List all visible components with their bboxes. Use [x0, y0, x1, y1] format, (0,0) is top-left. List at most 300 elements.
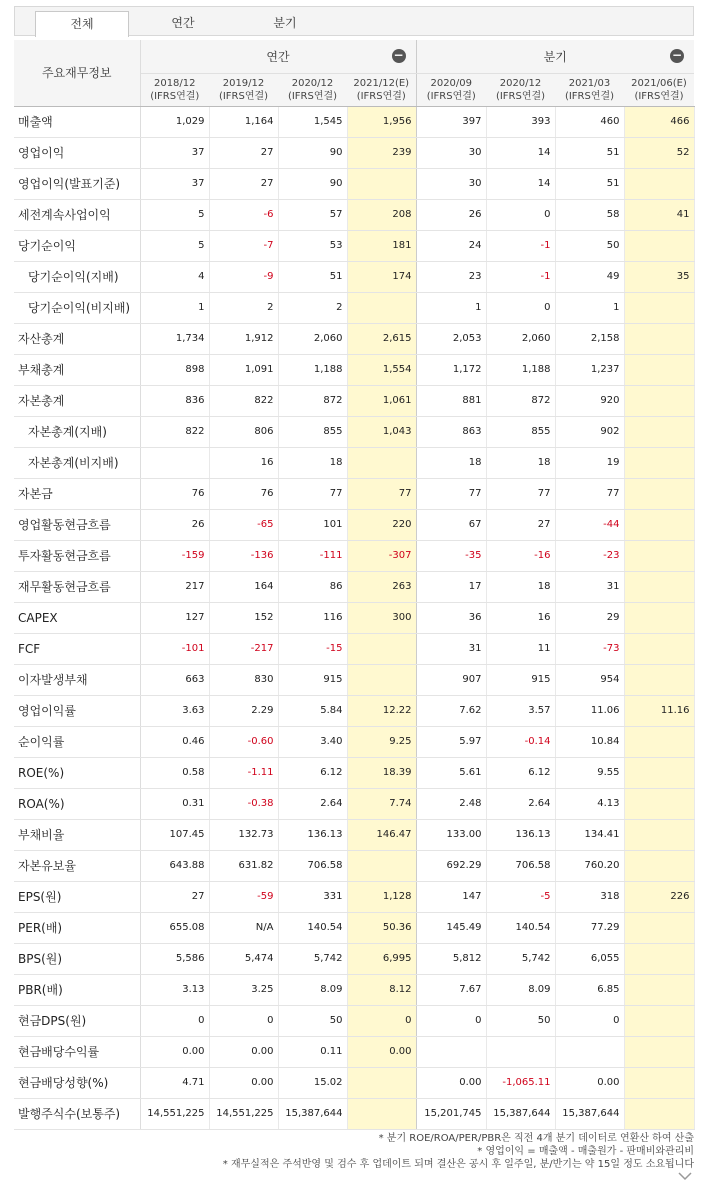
table-cell: 0 — [140, 1005, 209, 1036]
table-cell: 147 — [416, 881, 486, 912]
table-cell: 2.29 — [209, 695, 278, 726]
table-cell — [347, 447, 416, 478]
table-cell: -0.60 — [209, 726, 278, 757]
table-cell: 6.85 — [555, 974, 624, 1005]
table-row — [14, 850, 694, 881]
table-cell: 101 — [278, 509, 347, 540]
footnotes — [223, 1132, 694, 1171]
table-cell: 12.22 — [347, 695, 416, 726]
tab-quarterly[interactable]: 분기 — [273, 16, 297, 30]
table-cell: 220 — [347, 509, 416, 540]
table-cell: 14,551,225 — [209, 1098, 278, 1129]
row-label: PER(배) — [14, 912, 140, 943]
table-cell: 49 — [555, 261, 624, 292]
table-cell: 51 — [555, 168, 624, 199]
table-cell — [624, 974, 694, 1005]
table-cell: N/A — [209, 912, 278, 943]
table-cell — [624, 478, 694, 509]
table-cell: 145.49 — [416, 912, 486, 943]
table-cell: -0.38 — [209, 788, 278, 819]
table-cell: 6,055 — [555, 943, 624, 974]
table-cell: 90 — [278, 168, 347, 199]
table-cell: 1 — [555, 292, 624, 323]
table-cell: 14 — [486, 137, 555, 168]
table-cell: -23 — [555, 540, 624, 571]
table-row — [14, 633, 694, 664]
table-cell: 31 — [416, 633, 486, 664]
table-cell: -217 — [209, 633, 278, 664]
table-cell: -73 — [555, 633, 624, 664]
period-header: 2020/12 (IFRS연결) — [278, 73, 347, 106]
table-cell: 51 — [278, 261, 347, 292]
table-cell: 16 — [486, 602, 555, 633]
table-cell: 4 — [140, 261, 209, 292]
annual-collapse-icon[interactable]: − — [393, 48, 404, 63]
footnote: * 영업이익 = 매출액 - 매출원가 - 판매비와관리비 — [477, 1146, 694, 1157]
table-cell: 1,029 — [140, 106, 209, 137]
table-cell: 5,812 — [416, 943, 486, 974]
table-cell: 806 — [209, 416, 278, 447]
table-cell: 822 — [209, 385, 278, 416]
table-cell: 0 — [555, 1005, 624, 1036]
table-row — [14, 478, 694, 509]
table-cell: 760.20 — [555, 850, 624, 881]
table-cell: 76 — [140, 478, 209, 509]
table-cell — [624, 292, 694, 323]
tab-all[interactable]: 전체 — [35, 11, 129, 37]
table-cell: 1,061 — [347, 385, 416, 416]
table-cell — [416, 1036, 486, 1067]
row-label: 자본총계(지배) — [14, 416, 140, 447]
footnote: * 분기 ROE/ROA/PER/PBR은 직전 4개 분기 데이터로 연환산 하여 산출 — [378, 1133, 694, 1144]
table-row — [14, 292, 694, 323]
table-cell: 907 — [416, 664, 486, 695]
table-cell: 663 — [140, 664, 209, 695]
table-cell: 822 — [140, 416, 209, 447]
table-row — [14, 1098, 694, 1129]
table-cell: 872 — [278, 385, 347, 416]
table-row — [14, 106, 694, 137]
table-cell: 0.46 — [140, 726, 209, 757]
table-cell: -65 — [209, 509, 278, 540]
table-cell: -5 — [486, 881, 555, 912]
table-cell — [624, 416, 694, 447]
table-row — [14, 199, 694, 230]
period-header: 2021/06(E) (IFRS연결) — [624, 73, 694, 106]
tab-annual[interactable]: 연간 — [171, 16, 195, 30]
table-cell: 35 — [624, 261, 694, 292]
header-group-row — [14, 40, 694, 73]
table-cell: 15,387,644 — [278, 1098, 347, 1129]
table-cell: 41 — [624, 199, 694, 230]
table-cell — [624, 788, 694, 819]
annual-group-label: 연간 — [266, 49, 290, 64]
chevron-down-icon[interactable] — [678, 1172, 692, 1181]
table-cell — [624, 509, 694, 540]
table-cell: -9 — [209, 261, 278, 292]
table-cell: 855 — [486, 416, 555, 447]
row-label: 자본유보율 — [14, 850, 140, 881]
row-label: 당기순이익(비지배) — [14, 292, 140, 323]
table-cell: 3.63 — [140, 695, 209, 726]
table-cell — [555, 1036, 624, 1067]
table-cell: 655.08 — [140, 912, 209, 943]
period-header: 2020/09 (IFRS연결) — [416, 73, 486, 106]
table-cell — [624, 323, 694, 354]
table-cell: 27 — [140, 881, 209, 912]
table-cell: 631.82 — [209, 850, 278, 881]
table-cell — [486, 1036, 555, 1067]
table-cell: 2,615 — [347, 323, 416, 354]
table-cell — [347, 664, 416, 695]
table-cell: 5,742 — [278, 943, 347, 974]
table-cell: 14,551,225 — [140, 1098, 209, 1129]
table-cell: 127 — [140, 602, 209, 633]
table-cell: 0 — [347, 1005, 416, 1036]
table-cell: 3.40 — [278, 726, 347, 757]
table-row — [14, 819, 694, 850]
row-label: 현금배당수익률 — [14, 1036, 140, 1067]
table-cell: 7.62 — [416, 695, 486, 726]
table-cell: 26 — [140, 509, 209, 540]
table-cell: 0.00 — [416, 1067, 486, 1098]
table-cell: 1,734 — [140, 323, 209, 354]
table-cell — [624, 571, 694, 602]
table-cell: 239 — [347, 137, 416, 168]
table-cell: 915 — [486, 664, 555, 695]
table-cell: 77 — [347, 478, 416, 509]
table-cell: 77 — [278, 478, 347, 509]
table-cell: 15,387,644 — [486, 1098, 555, 1129]
table-cell: 164 — [209, 571, 278, 602]
table-cell: 17 — [416, 571, 486, 602]
table-cell: 2,053 — [416, 323, 486, 354]
table-row — [14, 1067, 694, 1098]
period-header: 2019/12 (IFRS연결) — [209, 73, 278, 106]
table-cell: -0.14 — [486, 726, 555, 757]
table-row — [14, 1036, 694, 1067]
table-row — [14, 664, 694, 695]
row-label: 매출액 — [14, 106, 140, 137]
table-row — [14, 385, 694, 416]
table-cell: 2.48 — [416, 788, 486, 819]
table-cell: 9.25 — [347, 726, 416, 757]
table-cell: 152 — [209, 602, 278, 633]
table-cell: 16 — [209, 447, 278, 478]
table-row — [14, 912, 694, 943]
period-header: 2021/03 (IFRS연결) — [555, 73, 624, 106]
table-cell — [347, 168, 416, 199]
row-label: 현금배당성향(%) — [14, 1067, 140, 1098]
table-cell: 872 — [486, 385, 555, 416]
table-cell: 11 — [486, 633, 555, 664]
table-cell: 5,742 — [486, 943, 555, 974]
table-cell: 836 — [140, 385, 209, 416]
table-row — [14, 168, 694, 199]
table-cell: 6.12 — [486, 757, 555, 788]
table-cell: 11.16 — [624, 695, 694, 726]
table-cell: 30 — [416, 137, 486, 168]
table-cell: 18 — [486, 571, 555, 602]
table-row — [14, 757, 694, 788]
table-cell: 15,387,644 — [555, 1098, 624, 1129]
table-cell: -136 — [209, 540, 278, 571]
table-cell — [624, 354, 694, 385]
quarter-collapse-icon[interactable]: − — [671, 48, 683, 63]
table-cell: 8.12 — [347, 974, 416, 1005]
table-cell — [347, 1098, 416, 1129]
table-cell: 2,060 — [486, 323, 555, 354]
table-row — [14, 509, 694, 540]
table-cell: 181 — [347, 230, 416, 261]
table-cell: -35 — [416, 540, 486, 571]
table-cell: 4.71 — [140, 1067, 209, 1098]
table-cell: 53 — [278, 230, 347, 261]
table-cell: 24 — [416, 230, 486, 261]
table-cell: 7.67 — [416, 974, 486, 1005]
table-cell: 1,188 — [278, 354, 347, 385]
table-cell: 1,956 — [347, 106, 416, 137]
table-row — [14, 137, 694, 168]
table-row — [14, 881, 694, 912]
table-cell: 58 — [555, 199, 624, 230]
table-cell: 226 — [624, 881, 694, 912]
table-cell: 9.55 — [555, 757, 624, 788]
row-label: EPS(원) — [14, 881, 140, 912]
table-cell — [624, 633, 694, 664]
table-cell — [624, 850, 694, 881]
table-cell: 0.00 — [347, 1036, 416, 1067]
period-header: 2021/12(E) (IFRS연결) — [347, 73, 416, 106]
table-cell: 18.39 — [347, 757, 416, 788]
table-cell — [347, 292, 416, 323]
table-cell: 19 — [555, 447, 624, 478]
table-cell: 27 — [209, 137, 278, 168]
table-cell — [347, 1067, 416, 1098]
table-cell: 4.13 — [555, 788, 624, 819]
table-cell: 14 — [486, 168, 555, 199]
table-cell: 643.88 — [140, 850, 209, 881]
table-cell: 0.00 — [555, 1067, 624, 1098]
table-cell: 23 — [416, 261, 486, 292]
table-cell: 0 — [416, 1005, 486, 1036]
row-label: 발행주식수(보통주) — [14, 1098, 140, 1129]
row-label: 영업이익(발표기준) — [14, 168, 140, 199]
table-row — [14, 416, 694, 447]
table-cell — [624, 1067, 694, 1098]
table-cell: 6.12 — [278, 757, 347, 788]
table-cell: 393 — [486, 106, 555, 137]
table-cell — [347, 850, 416, 881]
table-cell: 5 — [140, 199, 209, 230]
table-cell — [624, 230, 694, 261]
table-cell: 140.54 — [278, 912, 347, 943]
table-cell: 706.58 — [486, 850, 555, 881]
table-cell: 1,164 — [209, 106, 278, 137]
table-cell: 26 — [416, 199, 486, 230]
row-label: 영업활동현금흐름 — [14, 509, 140, 540]
table-cell: -307 — [347, 540, 416, 571]
row-label: 자본총계 — [14, 385, 140, 416]
table-cell: 920 — [555, 385, 624, 416]
row-label: 당기순이익(지배) — [14, 261, 140, 292]
table-cell: 50 — [278, 1005, 347, 1036]
table-cell: 0.58 — [140, 757, 209, 788]
table-cell: 217 — [140, 571, 209, 602]
table-cell: 0.11 — [278, 1036, 347, 1067]
table-cell: 460 — [555, 106, 624, 137]
table-row — [14, 974, 694, 1005]
table-cell: 1,545 — [278, 106, 347, 137]
table-cell: 300 — [347, 602, 416, 633]
table-cell: -159 — [140, 540, 209, 571]
table-cell — [624, 602, 694, 633]
table-cell: 0.00 — [140, 1036, 209, 1067]
table-cell: -44 — [555, 509, 624, 540]
table-cell: 2.64 — [486, 788, 555, 819]
row-label: 부채비율 — [14, 819, 140, 850]
table-cell: 2,060 — [278, 323, 347, 354]
table-row — [14, 1005, 694, 1036]
footnote: * 재무실적은 주석반영 및 검수 후 업데이트 되며 결산은 공시 후 일주일, 분/반기는 약 15일 정도 소요됩니다 — [222, 1159, 694, 1170]
table-cell: 132.73 — [209, 819, 278, 850]
view-tabs — [14, 6, 694, 36]
table-cell: 116 — [278, 602, 347, 633]
period-header: 2018/12 (IFRS연결) — [140, 73, 209, 106]
row-label: 이자발생부채 — [14, 664, 140, 695]
quarter-group-label: 분기 — [543, 49, 567, 64]
table-cell — [624, 943, 694, 974]
row-label: FCF — [14, 633, 140, 664]
table-cell: 136.13 — [278, 819, 347, 850]
table-cell — [624, 912, 694, 943]
table-cell: 37 — [140, 168, 209, 199]
table-cell: 134.41 — [555, 819, 624, 850]
row-label: 영업이익 — [14, 137, 140, 168]
table-cell: 8.09 — [486, 974, 555, 1005]
table-cell — [624, 1005, 694, 1036]
table-cell: 2,158 — [555, 323, 624, 354]
table-cell: 5,474 — [209, 943, 278, 974]
table-cell: 140.54 — [486, 912, 555, 943]
table-cell: 706.58 — [278, 850, 347, 881]
table-cell: 76 — [209, 478, 278, 509]
table-cell: 0.00 — [209, 1067, 278, 1098]
table-cell: 77.29 — [555, 912, 624, 943]
table-cell: 5.97 — [416, 726, 486, 757]
table-cell: 15,201,745 — [416, 1098, 486, 1129]
table-row — [14, 323, 694, 354]
table-cell: 107.45 — [140, 819, 209, 850]
table-cell: 27 — [486, 509, 555, 540]
table-cell: -16 — [486, 540, 555, 571]
table-cell: 77 — [486, 478, 555, 509]
table-cell: 67 — [416, 509, 486, 540]
table-cell: 7.74 — [347, 788, 416, 819]
table-cell: 57 — [278, 199, 347, 230]
table-row — [14, 540, 694, 571]
table-cell: 0 — [486, 292, 555, 323]
table-row — [14, 788, 694, 819]
table-row — [14, 695, 694, 726]
row-label: PBR(배) — [14, 974, 140, 1005]
table-cell: 2 — [209, 292, 278, 323]
table-cell: 27 — [209, 168, 278, 199]
table-row — [14, 354, 694, 385]
table-cell: 51 — [555, 137, 624, 168]
table-cell: 954 — [555, 664, 624, 695]
table-cell: 52 — [624, 137, 694, 168]
table-cell: 174 — [347, 261, 416, 292]
table-row — [14, 602, 694, 633]
row-label: 자본금 — [14, 478, 140, 509]
table-cell: -1,065.11 — [486, 1067, 555, 1098]
table-cell — [624, 1036, 694, 1067]
row-label: BPS(원) — [14, 943, 140, 974]
table-cell: 830 — [209, 664, 278, 695]
table-cell: -111 — [278, 540, 347, 571]
table-cell — [624, 1098, 694, 1129]
row-label: 영업이익률 — [14, 695, 140, 726]
table-cell — [140, 447, 209, 478]
table-cell: 208 — [347, 199, 416, 230]
row-label: 투자활동현금흐름 — [14, 540, 140, 571]
row-label: ROA(%) — [14, 788, 140, 819]
table-cell — [624, 540, 694, 571]
table-row — [14, 943, 694, 974]
table-cell: 50.36 — [347, 912, 416, 943]
table-cell — [624, 819, 694, 850]
table-cell: 0 — [486, 199, 555, 230]
table-cell: -1 — [486, 261, 555, 292]
table-cell — [624, 447, 694, 478]
table-cell: 1,128 — [347, 881, 416, 912]
table-cell: 0 — [209, 1005, 278, 1036]
row-label: 순이익률 — [14, 726, 140, 757]
table-cell: 1,554 — [347, 354, 416, 385]
table-cell — [347, 633, 416, 664]
table-cell: 11.06 — [555, 695, 624, 726]
table-cell: 0.31 — [140, 788, 209, 819]
table-cell: 692.29 — [416, 850, 486, 881]
table-row — [14, 447, 694, 478]
row-label: 세전계속사업이익 — [14, 199, 140, 230]
row-label: ROE(%) — [14, 757, 140, 788]
table-cell — [624, 726, 694, 757]
annual-group-header — [140, 40, 416, 73]
table-cell — [624, 168, 694, 199]
table-cell: 31 — [555, 571, 624, 602]
table-cell: 898 — [140, 354, 209, 385]
table-cell: 1,043 — [347, 416, 416, 447]
table-cell: 1 — [416, 292, 486, 323]
table-cell: 77 — [416, 478, 486, 509]
table-cell: 331 — [278, 881, 347, 912]
table-cell: 5,586 — [140, 943, 209, 974]
table-cell: 915 — [278, 664, 347, 695]
table-cell: 30 — [416, 168, 486, 199]
table-cell: 36 — [416, 602, 486, 633]
table-cell: 3.13 — [140, 974, 209, 1005]
row-label: CAPEX — [14, 602, 140, 633]
table-cell: 15.02 — [278, 1067, 347, 1098]
table-row — [14, 261, 694, 292]
table-cell: 133.00 — [416, 819, 486, 850]
table-cell: 1,188 — [486, 354, 555, 385]
table-cell: 1,172 — [416, 354, 486, 385]
table-cell: 855 — [278, 416, 347, 447]
table-cell: 18 — [278, 447, 347, 478]
